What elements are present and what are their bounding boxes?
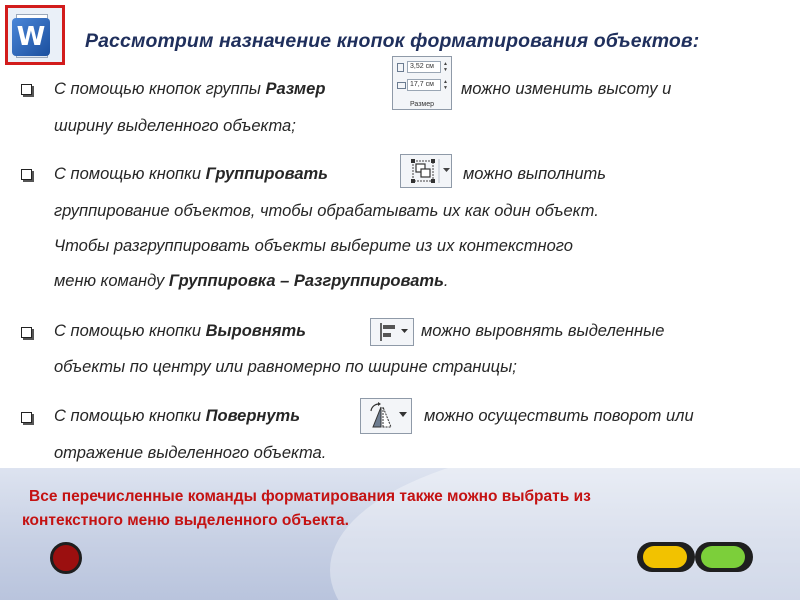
size-group-caption: Размер [409,101,435,108]
height-spinner-icon[interactable]: ▲ ▼ [443,61,448,73]
item-4-keyword: Повернуть [205,407,301,425]
height-icon [397,63,404,72]
align-objects-icon [371,319,415,345]
logo-letter: W [12,18,50,56]
item-4-line-1 [54,406,300,426]
width-input[interactable]: 17,7 см [407,79,441,91]
slide-title: Рассмотрим назначение кнопок форматирования объектов: [85,30,700,52]
item-4-text: С помощью кнопки [54,407,206,425]
item-3-line-1 [54,321,306,341]
width-spinner-icon[interactable]: ▲ ▼ [443,79,448,91]
item-2-line-1 [54,164,328,184]
height-input[interactable]: 3,52 см [407,61,441,73]
item-3-keyword: Выровнять [205,322,306,340]
item-2-line-4-end: . [443,272,449,290]
item-4-line-1-end: можно осуществить поворот или [424,407,694,425]
align-objects-button[interactable] [370,318,414,346]
nav-green-light [701,546,745,568]
word-logo-icon [5,5,65,65]
item-2-line-3: Чтобы разгруппировать объекты выберите из их контекстного [54,237,573,255]
item-3-line-1-end: можно выровнять выделенные [421,322,665,340]
note-line-2: контекстного меню выделенного объекта. [22,512,349,529]
item-1-text: С помощью кнопок группы [54,80,266,98]
rotate-objects-icon [361,399,413,433]
group-objects-icon [401,155,453,187]
item-1-line-1-end: можно изменить высоту и [461,80,672,98]
bullet-icon [21,327,32,338]
item-4-line-2: отражение выделенного объекта. [54,444,327,462]
height-row [397,61,449,75]
width-icon [397,82,406,89]
item-3-text: С помощью кнопки [54,322,206,340]
item-1-keyword: Размер [265,80,326,98]
group-objects-button[interactable] [400,154,452,188]
item-3-line-2: объекты по центру или равномерно по ширине страницы; [54,358,517,376]
item-2-line-1-end: можно выполнить [463,165,606,183]
nav-back-button[interactable] [50,542,82,574]
item-2-keyword: Группировать [205,165,328,183]
nav-green-button[interactable] [695,542,753,572]
rotate-objects-button[interactable] [360,398,412,434]
nav-yellow-light [643,546,687,568]
bullet-icon [21,412,32,423]
item-2-line-4 [54,271,448,291]
size-group-control[interactable] [392,56,452,110]
item-1-line-1 [54,79,325,99]
item-2-line-2: группирование объектов, чтобы обрабатывать их как один объект. [54,202,599,220]
item-2-menu-text: меню команду [54,272,169,290]
bullet-icon [21,169,32,180]
item-2-text: С помощью кнопки [54,165,206,183]
item-2-menu-command: Группировка – Разгруппировать [168,272,444,290]
note-line-1: Все перечисленные команды форматирования также можно выбрать из [29,488,591,505]
decorative-wave [330,440,800,600]
bullet-icon [21,84,32,95]
width-row [397,79,449,93]
item-1-line-2: ширину выделенного объекта; [54,117,296,135]
nav-yellow-button[interactable] [637,542,695,572]
